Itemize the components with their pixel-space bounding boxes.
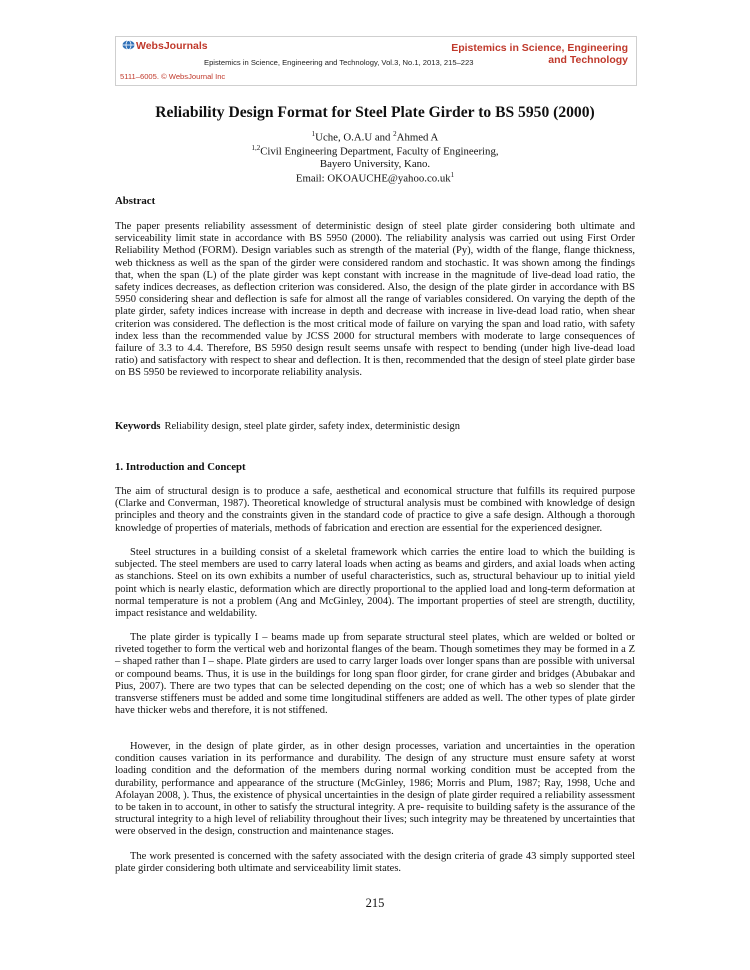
citation-line: Epistemics in Science, Engineering and Technology, Vol.3, No.1, 2013, 215–223 xyxy=(204,58,474,67)
journal-name-line1: Epistemics in Science, Engineering xyxy=(451,42,628,54)
affiliation-marker: 1,2 xyxy=(251,144,261,152)
issn-line: 5111–6005. © WebsJournal Inc xyxy=(120,72,226,81)
page-number: 215 xyxy=(365,896,385,910)
keywords-label: Keywords xyxy=(115,421,161,432)
intro-paragraph: The aim of structural design is to produce a safe, aesthetical and economical structure that fulfills its required purpose (Clarke and Converman, 1987). Theoretical knowledge of structural analysis must be combined with knowledge of design principles and theory and the constraints given in the standard code of practice to give a safe design. Although a thorough knowledge of properties of materials, methods of fabrication and erection are essential for the experienced designer. xyxy=(115,486,635,534)
intro-paragraph: The plate girder is typically I – beams made up from separate structural steel plates, which are welded or bolted or riveted together to form the vertical web and horizontal flanges of the beam. Though sometimes they may be formed in a Z – shaped rather than I – shape. Plate girders are used to carry larger loads over longer spans than are possible with universal or compound beams. Thus, it is use in the buildings for long span floor girder, for crane girder and bridges (Abubakar and Pius, 2007). There are two types that can be selected depending on the cost; one of which has a web so slender that the transverse stiffeners must be added and some time longitudinal stiffeners are added as well. The other types of plate girder have thicker webs and therefore, it is not stiffened. xyxy=(115,632,635,717)
author1-marker: 1 xyxy=(311,130,316,138)
logo-text: WebsJournals xyxy=(136,40,208,52)
abstract-heading: Abstract xyxy=(115,195,156,207)
globe-icon xyxy=(122,40,135,50)
author1: Uche, O.A.U and xyxy=(315,131,394,144)
email-marker: 1 xyxy=(450,171,455,179)
journal-header xyxy=(115,36,637,86)
abstract-text: The paper presents reliability assessment of deterministic design of steel plate girder considering both ultimate and serviceability limit state in accordance with BS 5950 (2000). The reliability analysis was carried out using First Order Reliability Method (FORM). Design variables such as strength of the material (Py), width of the flange, flange thickness, web thickness as well as the span of the girder were considered random and stochastic. It was shown among the findings that, when the span (L) of the plate girder was kept constant with increase in the magnitude of live-dead load ratio, the safety indices decreases, as deflection criterion was considered. Also, the design of the plate girder in accordance with BS 5950 considering shear and deflection is safe for almost all the range of variables considered. On varying the depth of the plate girder, safety indices increase with increase in depth and decrease with increase in live-dead load ratio, when shear criterion was considered. The deflection is the most critical mode of failure on varying the span and load ratio, with safety index less than the recommended value by JCSS 2000 for structural members with moderate to large consequences of failure of 3.3 to 4.4. Therefore, BS 5950 design result seems unsafe with respect to bending (under high live-dead load ratio) and satisfactory with respect to shear and deflection. It is then, recommended that the design of steel plate girder base on BS 5950 be reviewed to incorporate reliability analysis. xyxy=(115,221,635,379)
email xyxy=(0,171,750,185)
university: Bayero University, Kano. xyxy=(319,158,431,170)
intro-paragraph: Steel structures in a building consist of a skeletal framework which carries the entire load to which the building is subjected. The steel members are used to carry lateral loads when acting as beams and girders, and axial loads when acting as stanchions. Steel on its own exhibits a number of useful characteristics, such as, structural behaviour up to initial yield point which is nearly elastic, deformation which are directly proportional to the applied load and long-term deformation at normal temperature is not a problem (Ang and McGinley, 2004). The important properties of steel are strength, ductility, impact resistance and weldability. xyxy=(115,547,635,620)
journal-name xyxy=(451,42,628,66)
intro-paragraph: The work presented is concerned with the safety associated with the design criteria of grade 43 simply supported steel plate girder considering both ultimate and serviceability limit states. xyxy=(115,851,635,875)
author2-marker: 2 xyxy=(393,130,397,138)
affiliation xyxy=(0,144,750,158)
affiliation-text: Civil Engineering Department, Faculty of Engineering, xyxy=(260,145,499,158)
journal-logo xyxy=(122,40,208,52)
paper-title: Reliability Design Format for Steel Plate Girder to BS 5950 (2000) xyxy=(155,104,595,121)
authors xyxy=(0,130,750,144)
intro-paragraph: However, in the design of plate girder, as in other design processes, variation and uncertainties in the operation condition causes variation in its performance and durability. The design of any structure must ensure safety at worst loading condition and the deformation of the members during normal working condition must be accepted from the durability, performance and appearance of the structure (McGinley, 1986; Morris and Plum, 1987; Ray, 1998, Uche and Afolayan 2008, ). Thus, the existence of physical uncertainties in the design of plate girder required a reliability assessment to be taken in to account, in other to satisfy the structural integrity. A pre- requisite to building safety is the assurance of the structural integrity to a high level of reliability throughout their lives; such integrity may be threatened by uncertainties that were observed in the design, construction and maintenance stages. xyxy=(115,741,635,838)
keywords xyxy=(115,421,460,432)
journal-name-line2: and Technology xyxy=(548,54,628,66)
author2: Ahmed A xyxy=(396,131,439,144)
keywords-text: Reliability design, steel plate girder, safety index, deterministic design xyxy=(164,421,461,432)
email-text: Email: OKOAUCHE@yahoo.co.uk xyxy=(295,172,451,185)
section-heading: 1. Introduction and Concept xyxy=(115,461,246,473)
